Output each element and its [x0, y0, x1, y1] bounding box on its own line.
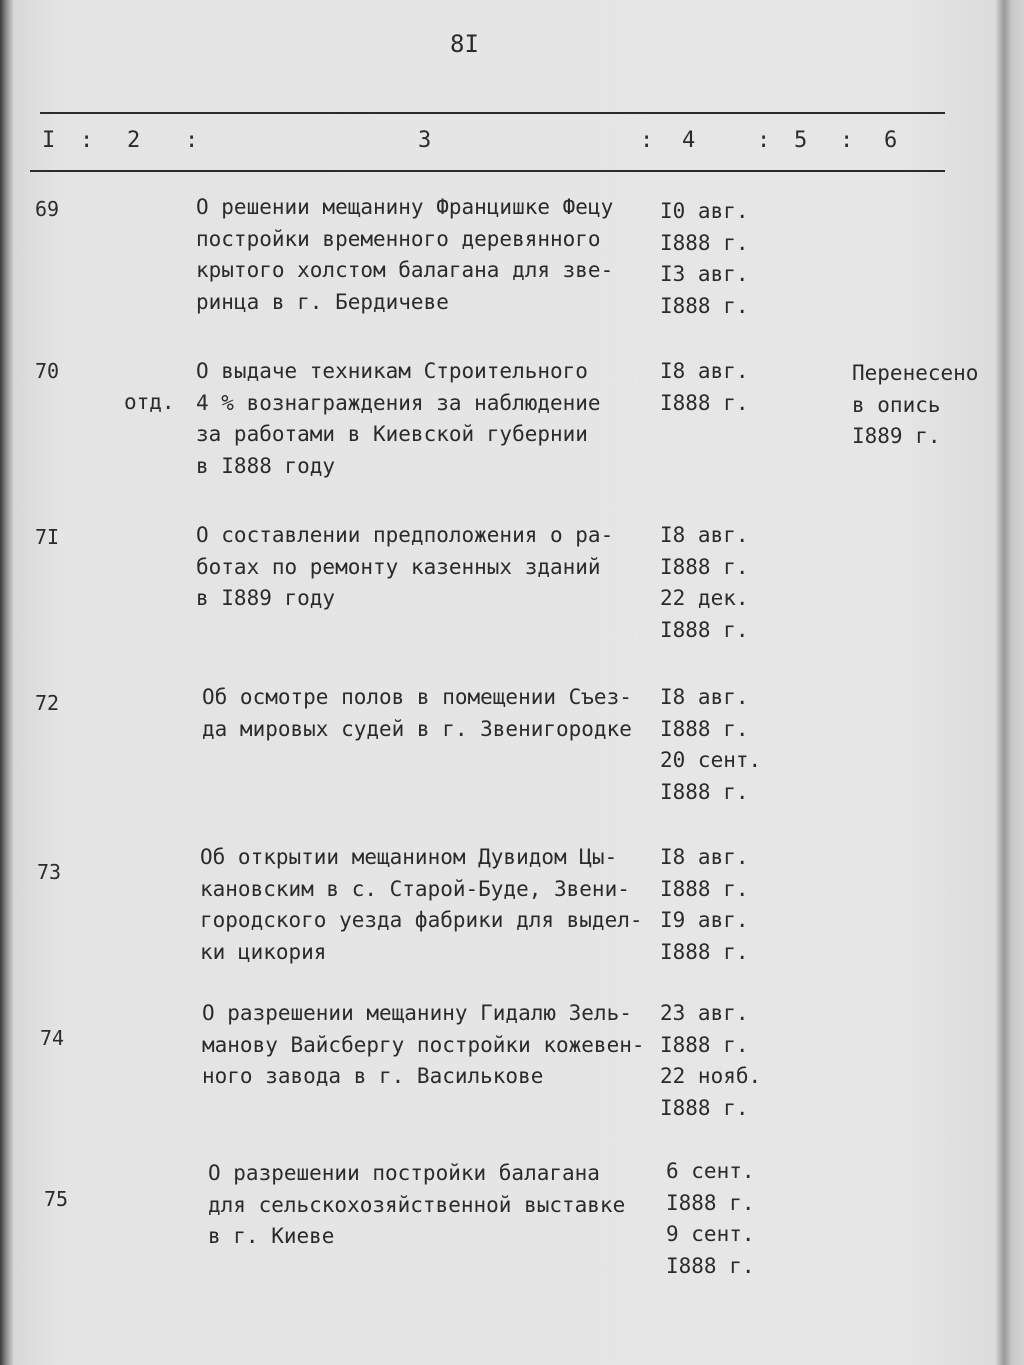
entry-title: О разрешении мещанину Гидалю Зель- манову Вайсбергу постройки кожевен- ного завода в г. Василькове — [202, 1001, 645, 1088]
entry-number: 73 — [37, 860, 62, 884]
column-separator: : — [80, 128, 94, 153]
entry-dates: I8 авг. I888 г. — [660, 359, 749, 415]
column-separator: : — [757, 128, 771, 153]
page-number: 8I — [450, 30, 479, 58]
entry-number: 72 — [35, 691, 60, 715]
column-header-3: 3 — [418, 128, 432, 153]
entry-title: Об осмотре полов в помещении Съез- да мировых судей в г. Звенигородке — [202, 685, 632, 741]
column-header-6: 6 — [884, 128, 898, 153]
entry-number: 69 — [35, 197, 60, 221]
header-bottom-rule — [30, 170, 945, 172]
header-top-rule — [40, 112, 945, 114]
column-separator: : — [840, 128, 854, 153]
column-header-4: 4 — [682, 128, 696, 153]
column-header-5: 5 — [794, 128, 808, 153]
entry-dates: I8 авг. I888 г. 20 сент. I888 г. — [660, 685, 762, 804]
entry-dates: I8 авг. I888 г. 22 дек. I888 г. — [660, 523, 749, 642]
entry-dates: I0 авг. I888 г. I3 авг. I888 г. — [660, 199, 749, 318]
column-header-1: I — [42, 128, 56, 153]
entry-title: О составлении предположения о ра- ботах по ремонту казенных зданий в I889 году — [196, 523, 614, 610]
entry-note: Перенесено в опись I889 г. — [852, 361, 979, 448]
column-header-2: 2 — [127, 128, 141, 153]
entry-dates: I8 авг. I888 г. I9 авг. I888 г. — [660, 845, 749, 964]
entry-number: 74 — [40, 1026, 65, 1050]
column-separator: : — [640, 128, 654, 153]
entry-dates: 23 авг. I888 г. 22 нояб. I888 г. — [660, 1001, 762, 1120]
entry-section-prefix: отд. — [124, 390, 175, 414]
column-separator: : — [185, 128, 199, 153]
entry-title: О разрешении постройки балагана для сельскохозяйственной выставке в г. Киеве — [208, 1161, 626, 1248]
entry-number: 70 — [35, 359, 60, 383]
entry-number: 7I — [35, 525, 60, 549]
entry-title: О решении мещанину Францишке Фецу постройки временного деревянного крытого холстом балагана для зве- ринца в г. Бердичеве — [196, 195, 614, 314]
entry-title: О выдаче техникам Строительного 4 % вознаграждения за наблюдение за работами в Киевской губернии в I888 году — [196, 359, 601, 478]
entry-dates: 6 сент. I888 г. 9 сент. I888 г. — [666, 1159, 755, 1278]
entry-title: Об открытии мещанином Дувидом Цы- кановским в с. Старой-Буде, Звени- городского уезда фабрики для выдел- ки цикория — [200, 845, 643, 964]
entry-number: 75 — [44, 1187, 69, 1211]
